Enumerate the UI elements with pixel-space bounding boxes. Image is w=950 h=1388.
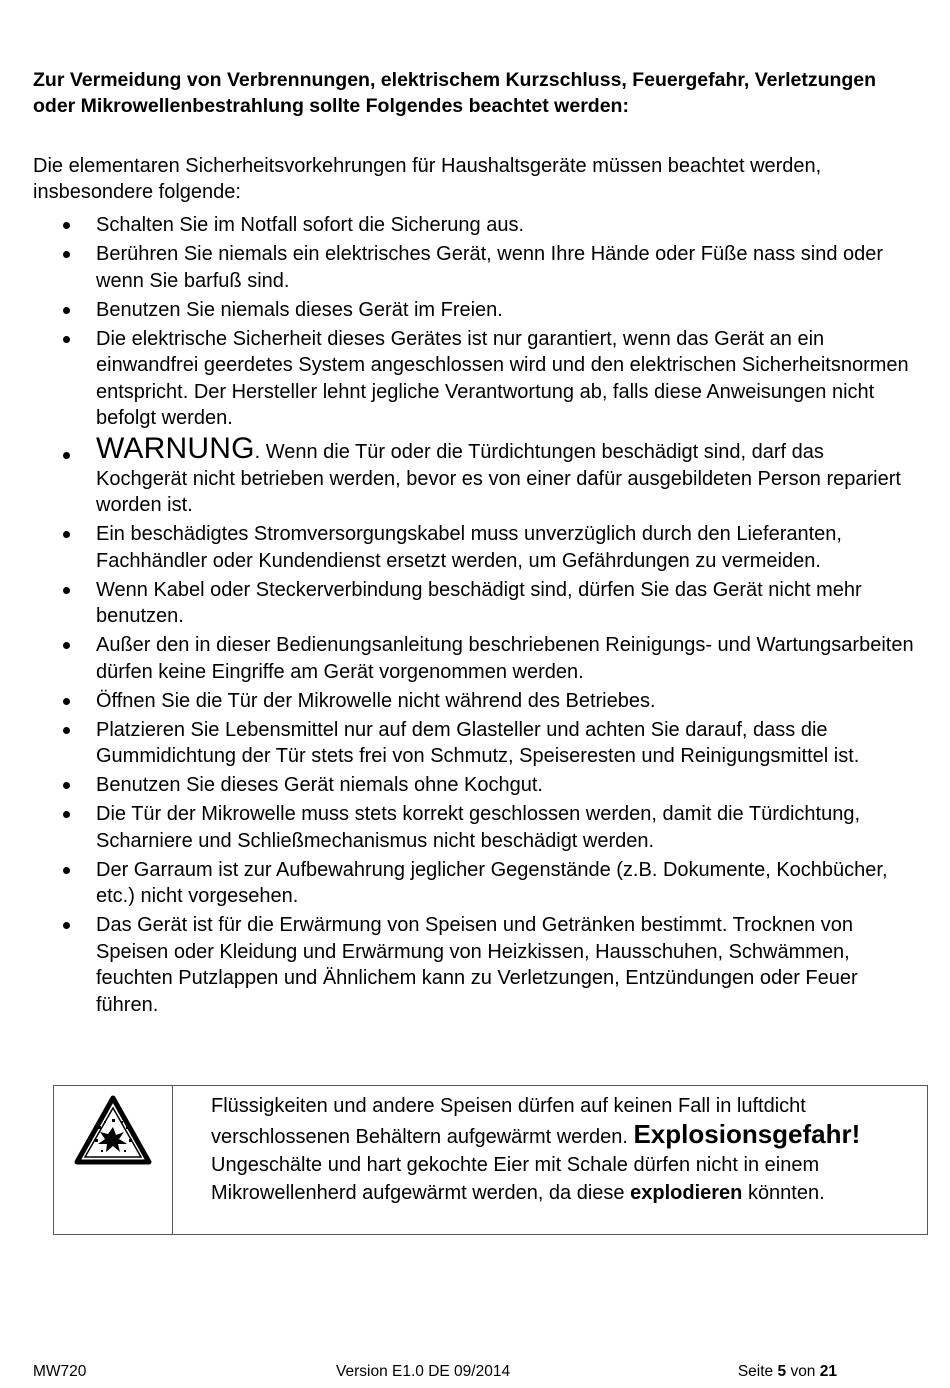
section-heading: Zur Vermeidung von Verbrennungen, elektrischem Kurzschluss, Feuergefahr, Verletzungen oder Mikrowellenbestrahlung sollte Folgendes beachtet werden: [33,69,877,117]
list-item-text: Platzieren Sie Lebensmittel nur auf dem Glasteller und achten Sie darauf, dass die Gummidichtung der Tür stets frei von Schmutz, Speiseresten und Reinigungsmittel ist. [96,718,860,767]
explosion-emphasis: Explosionsgefahr! [633,1119,861,1149]
list-item [33,241,918,294]
list-item-text: Benutzen Sie niemals dieses Gerät im Freien. [96,298,503,321]
explosion-text-part-2: Ungeschälte und hart gekochte Eier mit Schale dürfen nicht in einem Mikrowellenherd aufgewärmt werden, da diese [211,1154,820,1204]
warning-keyword: WARNUNG [96,432,255,465]
list-item-text: Berühren Sie niemals ein elektrisches Gerät, wenn Ihre Hände oder Füße nass sind oder wenn Sie barfuß sind. [96,243,884,292]
footer-page-number [738,1363,837,1381]
page-of: von [790,1363,816,1380]
explosion-text-part-1: Flüssigkeiten und andere Speisen dürfen auf keinen Fall in luftdicht verschlossenen Behältern aufgewärmt werden. [211,1095,806,1148]
explode-emphasis: explodieren [630,1182,743,1204]
list-item-text: Die Tür der Mikrowelle muss stets korrekt geschlossen werden, damit die Türdichtung, Scharniere und Schließmechanismus nicht beschädigt werden. [96,803,861,852]
warning-text: . Wenn die Tür oder die Türdichtungen beschädigt sind, darf das Kochgerät nicht betrieben werden, bevor es von einer dafür ausgebildeten Person repariert worden ist. [96,441,901,516]
page-current: 5 [777,1363,787,1380]
list-item-text: Wenn Kabel oder Steckerverbindung beschädigt sind, dürfen Sie das Gerät nicht mehr benutzen. [96,578,862,627]
page-prefix: Seite [737,1363,774,1380]
list-item [33,772,918,799]
list-item [33,212,918,239]
list-item-text: Außer den in dieser Bedienungsanleitung beschriebenen Reinigungs- und Wartungsarbeiten dürfen keine Eingriffe am Gerät vorgenommen werden. [96,634,914,683]
explosion-text-part-3: könnten. [747,1182,825,1204]
list-item-text: Das Gerät ist für die Erwärmung von Speisen und Getränken bestimmt. Trocknen von Speisen oder Kleidung und Erwärmung von Heizkissen, Hausschuhen, Schwämmen, feuchten Putzlappen und Ähnlichem kann zu Verletzungen, Entzündungen oder Feuer führen. [96,914,858,1016]
list-item [33,326,918,432]
intro-paragraph: Die elementaren Sicherheitsvorkehrungen für Haushaltsgeräte müssen beachtet werden, insbesondere folgende: [33,155,822,203]
list-item [33,577,918,630]
list-item [33,857,918,910]
explosion-warning-text [173,1086,927,1234]
page-total: 21 [819,1363,837,1380]
list-item-text: Schalten Sie im Notfall sofort die Sicherung aus. [96,214,524,236]
list-item-text: Ein beschädigtes Stromversorgungskabel muss unverzüglich durch den Lieferanten, Fachhändler oder Kundendienst ersetzt werden, um Gefährdungen zu vermeiden. [96,523,842,572]
footer-model: MW720 [33,1363,87,1380]
list-item [33,632,918,685]
list-item [33,688,918,715]
list-item-text: Öffnen Sie die Tür der Mikrowelle nicht während des Betriebes. [96,689,656,712]
footer-version: Version E1.0 DE 09/2014 [336,1363,511,1380]
list-item [33,912,918,1018]
explosion-hazard-icon [74,1094,152,1166]
list-item [33,717,918,770]
list-item [33,801,918,854]
list-item [33,297,918,324]
list-item-text: Die elektrische Sicherheit dieses Gerätes ist nur garantiert, wenn das Gerät an ein einwandfrei geerdetes System angeschlossen wird und den elektrischen Sicherheitsnormen entspricht. Der Hersteller lehnt jegliche Verantwortung ab, falls diese Anweisungen nicht befolgt werden. [96,327,909,429]
list-item-text: Der Garraum ist zur Aufbewahrung jeglicher Gegenstände (z.B. Dokumente, Kochbücher, etc.) nicht vorgesehen. [96,858,888,907]
safety-list [33,212,918,1021]
warning-list-item [33,434,918,519]
list-item [33,521,918,574]
page-footer [33,1363,837,1381]
warning-icon-cell [54,1086,173,1234]
explosion-warning-box [53,1085,928,1235]
list-item-text: Benutzen Sie dieses Gerät niemals ohne Kochgut. [96,774,543,796]
